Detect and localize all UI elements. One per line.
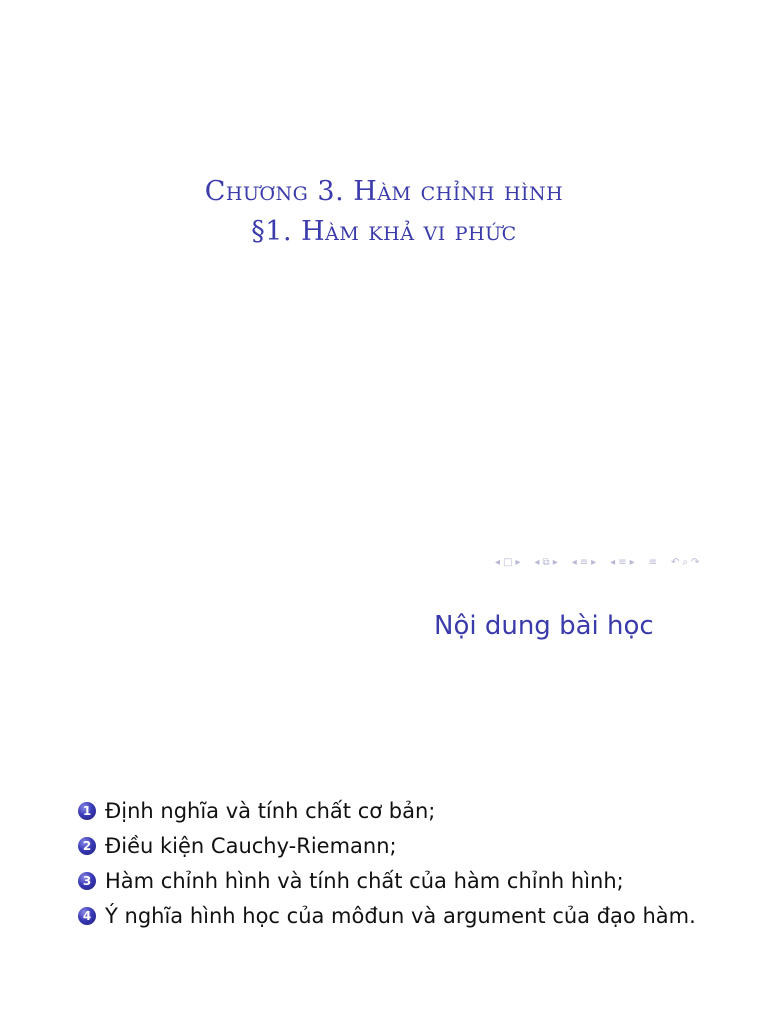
outline-title: Nội dung bài học	[434, 611, 654, 641]
list-item	[78, 898, 696, 933]
list-item	[78, 828, 696, 863]
chapter-title: Chương 3. Hàm chỉnh hình	[204, 176, 564, 207]
list-item	[78, 793, 696, 828]
prev-frame-icon[interactable]: ◂	[534, 557, 540, 568]
frame-icon[interactable]: ⧉	[542, 557, 550, 568]
list-item-text: Hàm chỉnh hình và tính chất của hàm chỉnh hình;	[105, 868, 624, 893]
list-item-text: Định nghĩa và tính chất cơ bản;	[105, 798, 436, 823]
next-frame-icon[interactable]: ▸	[552, 557, 558, 568]
prev-slide-icon[interactable]: ◂	[495, 557, 501, 568]
next-section-icon[interactable]: ▸	[629, 557, 635, 568]
section-icon[interactable]: ≡	[618, 557, 627, 568]
prev-section-icon[interactable]: ◂	[610, 557, 616, 568]
list-item-text: Ý nghĩa hình học của môđun và argument của đạo hàm.	[105, 903, 696, 928]
document-icon[interactable]: ≡	[648, 557, 658, 568]
beamer-navigation-bar	[495, 555, 699, 571]
slide-icon[interactable]: □	[503, 557, 513, 568]
section-subtitle: §1. Hàm khả vi phức	[251, 216, 517, 247]
number-ball-icon: 4	[78, 907, 96, 925]
outline-list	[78, 793, 696, 933]
number-ball-icon: 1	[78, 802, 96, 820]
next-slide-icon[interactable]: ▸	[515, 557, 521, 568]
list-item	[78, 863, 696, 898]
forward-icon[interactable]: ↷	[691, 557, 700, 568]
back-icon[interactable]: ↶	[671, 557, 680, 568]
number-ball-icon: 3	[78, 872, 96, 890]
search-icon[interactable]: ⌕	[682, 557, 689, 568]
number-ball-icon: 2	[78, 837, 96, 855]
subsection-icon[interactable]: ≡	[579, 557, 589, 568]
list-item-text: Điều kiện Cauchy-Riemann;	[105, 833, 397, 858]
next-subsection-icon[interactable]: ▸	[591, 557, 597, 568]
prev-subsection-icon[interactable]: ◂	[571, 557, 577, 568]
